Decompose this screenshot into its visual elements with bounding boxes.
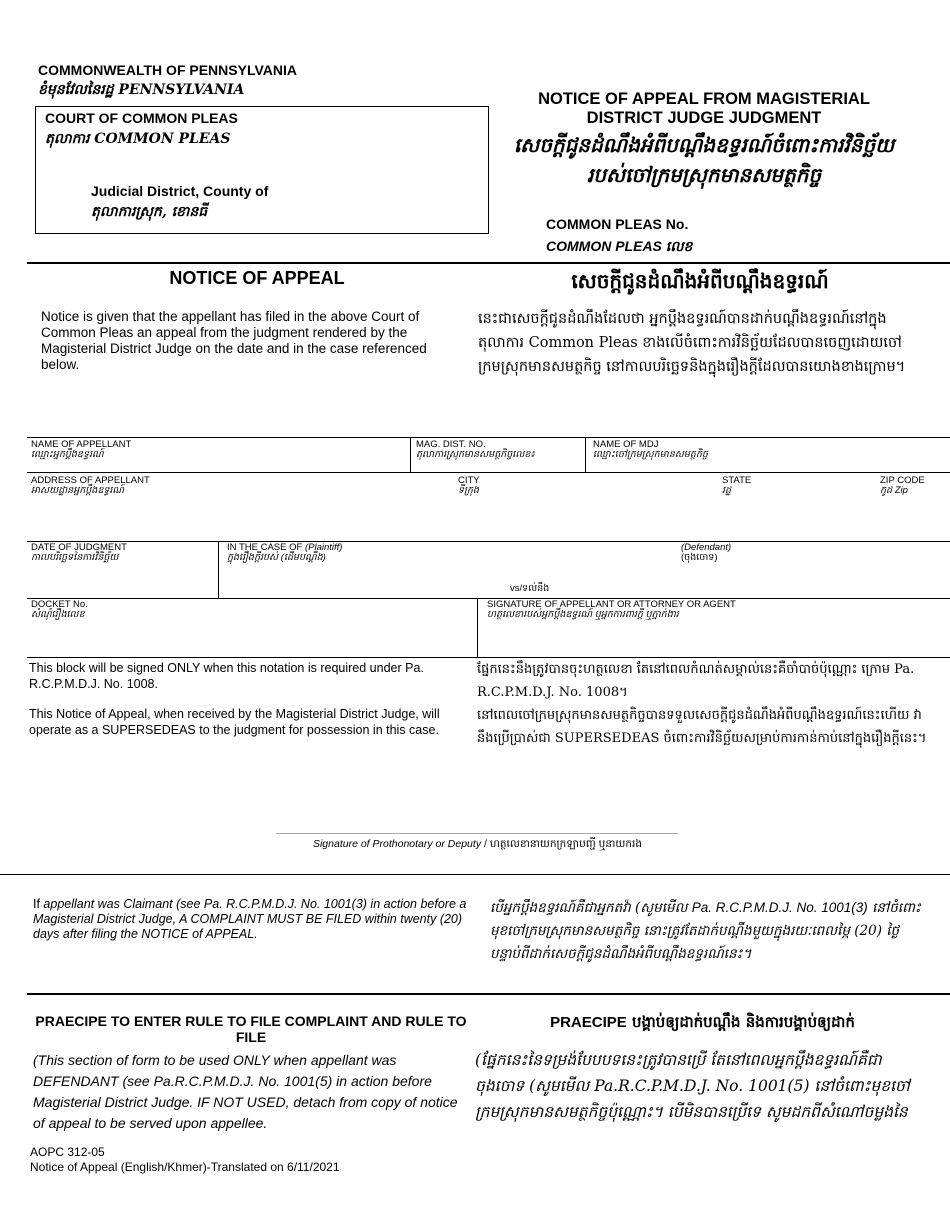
form-title bbox=[500, 90, 908, 128]
claimant-note-khmer-ref: Pa. R.C.P.M.D.J. No. 1001(3) bbox=[691, 900, 868, 915]
divider bbox=[218, 541, 219, 598]
claimant-note-prefix: If bbox=[33, 897, 44, 911]
defendant-field[interactable] bbox=[681, 543, 731, 563]
claimant-note-text: appellant was Claimant (see Pa. R.C.P.M.D.J. No. 1001(3) in action before a Magisterial District Judge, A COMPLAINT MUST BE FILED within twenty (20) days after filing the NOTICE of APPEAL. bbox=[33, 897, 467, 941]
city-label: CITY bbox=[458, 475, 480, 486]
signature-label: SIGNATURE OF APPELLANT OR ATTORNEY OR AGENT bbox=[487, 599, 736, 610]
name-of-appellant-label: NAME OF APPELLANT bbox=[31, 439, 132, 450]
address-of-appellant-field[interactable] bbox=[31, 476, 150, 496]
claimant-note bbox=[33, 897, 473, 942]
in-the-case-of-field[interactable] bbox=[227, 543, 342, 563]
form-title-khmer-line2: របស់ចៅក្រមស្រុកមានសមត្ថកិច្ច bbox=[586, 163, 822, 187]
state-label: STATE bbox=[722, 475, 752, 486]
commonwealth-title-khmer: ខំមុនវែលនៃរដ្ឋ PENNSYLVANIA bbox=[38, 82, 245, 98]
notice-body: Notice is given that the appellant has filed in the above Court of Common Pleas an appeal from the judgment rendered by the Magisterial District Judge on the date and in the case referenced below. bbox=[41, 309, 427, 372]
divider bbox=[27, 262, 950, 264]
divider bbox=[27, 993, 950, 995]
versus-label: vs/ទល់នឹង bbox=[510, 583, 550, 594]
supersedeas-note: This Notice of Appeal, when received by the Magisterial District Judge, will operate as a SUPERSEDEAS to the judgment for possession in this case. bbox=[29, 707, 440, 737]
city-label-khmer: ទីក្រុង bbox=[458, 485, 479, 496]
address-label-khmer: អាសយដ្ឋានអ្នកប្ដឹងឧទ្ធរណ៍ bbox=[31, 485, 125, 496]
praecipe-heading-khmer-text: បង្គាប់ឲ្យដាក់បណ្ដឹង និងការបង្គាប់ឲ្យដាក់ bbox=[626, 1013, 855, 1031]
judicial-district-label: Judicial District, County of bbox=[91, 183, 269, 199]
form-title-khmer bbox=[500, 130, 908, 190]
form-title-khmer-line1: សេចក្ដីជូនដំណឹងអំពីបណ្ដឹងឧទ្ធរណ៍ចំពោះការវិនិច្ឆ័យ bbox=[513, 133, 895, 157]
zip-label-khmer: កូដ Zip bbox=[880, 485, 908, 496]
common-pleas-number-label: COMMON PLEAS No. bbox=[546, 216, 689, 232]
form-title-line1: NOTICE OF APPEAL FROM MAGISTERIAL bbox=[538, 90, 870, 108]
judicial-district-label-khmer: តុលាការស្រុក, ខោនធី bbox=[91, 204, 208, 220]
zip-label: ZIP CODE bbox=[880, 475, 925, 486]
docket-label-khmer: សំណុំរឿងលេខ bbox=[31, 609, 85, 620]
name-of-mdj-field[interactable] bbox=[593, 440, 708, 460]
defendant-label: (Defendant) bbox=[681, 542, 732, 553]
plaintiff-label: (Plaintiff) bbox=[304, 542, 343, 553]
notice-body-khmer: នេះជាសេចក្ដីជូនដំណឹងដែលថា អ្នកប្ដឹងឧទ្ធរណ៍បានដាក់បណ្ដឹងឧទ្ធរណ៍នៅក្នុងតុលាការ Common Pleas ខាងលើចំពោះការវិនិច្ឆ័យដែលបានចេញដោយចៅក្រមស្រុកមានសមត្ថកិច្ច នៅកាលបរិច្ឆេទនិងក្នុងរឿងក្ដីដែលបានយោងខាងក្រោម។ bbox=[478, 311, 906, 375]
translation-note: Notice of Appeal (English/Khmer)-Translated on 6/11/2021 bbox=[30, 1160, 340, 1174]
docket-label: DOCKET No. bbox=[31, 599, 88, 610]
zip-code-field[interactable] bbox=[880, 476, 925, 496]
claimant-note-khmer bbox=[490, 896, 930, 966]
date-of-judgment-label: DATE OF JUDGMENT bbox=[31, 542, 127, 553]
signed-only-note: This block will be signed ONLY when this notation is required under Pa. R.C.P.M.D.J. No. 1008. bbox=[29, 661, 424, 691]
name-of-mdj-label: NAME OF MDJ bbox=[593, 439, 659, 450]
mag-dist-no-field[interactable] bbox=[416, 440, 535, 460]
praecipe-heading: PRAECIPE TO ENTER RULE TO FILE COMPLAINT AND RULE TO FILE bbox=[35, 1013, 467, 1045]
divider bbox=[27, 541, 950, 542]
signature-label-khmer: ហត្ថលេខារបស់អ្នកប្ដឹងឧទ្ធរណ៍ ឬអ្នកការពារក្ដី ឬភ្នាក់ងារ bbox=[487, 609, 679, 620]
name-of-mdj-label-khmer: ឈ្មោះចៅក្រមស្រុកមានសមត្ថកិច្ច bbox=[593, 449, 708, 460]
address-label: ADDRESS OF APPELLANT bbox=[31, 475, 150, 486]
divider bbox=[27, 437, 950, 438]
case-of-label-khmer: ក្នុងរឿងក្ដីរបស់ (ដើមបណ្ដឹង) bbox=[227, 552, 326, 563]
defendant-label-khmer: (ចុងចោទ) bbox=[681, 552, 718, 563]
docket-no-field[interactable] bbox=[31, 600, 88, 620]
praecipe-heading-khmer bbox=[490, 1013, 915, 1035]
name-of-appellant-field[interactable] bbox=[31, 440, 131, 460]
claimant-note-khmer-a: បើអ្នកប្ដឹងឧទ្ធរណ៍គឺជាអ្នកតវ៉ា (សូមមើល bbox=[490, 900, 692, 916]
common-pleas-number-label-khmer: COMMON PLEAS លេខ bbox=[546, 238, 693, 254]
prothonotary-signature-caption: Signature of Prothonotary or Deputy / ហត្ថលេខានាយកក្រឡាបញ្ជី ឬនាយករង bbox=[312, 838, 643, 850]
divider bbox=[0, 874, 950, 875]
state-field[interactable] bbox=[722, 476, 751, 496]
form-title-line2: DISTRICT JUDGE JUDGMENT bbox=[586, 109, 822, 127]
prothonotary-label-khmer: ហត្ថលេខានាយកក្រឡាបញ្ជី ឬនាយករង bbox=[489, 838, 643, 850]
divider bbox=[585, 437, 586, 472]
prothonotary-label: Signature of Prothonotary or Deputy bbox=[312, 838, 482, 850]
mag-dist-no-label-khmer: តុលាការស្រុកមានសមត្ថកិច្ចលេខ៖ bbox=[416, 449, 535, 460]
divider bbox=[477, 598, 478, 657]
notice-heading: NOTICE OF APPEAL bbox=[169, 268, 345, 288]
court-box bbox=[35, 106, 489, 234]
signed-only-note-khmer: ផ្នែកនេះនឹងត្រូវបានចុះហត្ថលេខា តែនៅពេលកំណត់សម្គាល់នេះគឺចាំបាច់ប៉ុណ្ណោះ ក្រោម Pa. R.C.P.M.D.J. No. 1008។ bbox=[477, 662, 915, 700]
city-field[interactable] bbox=[458, 476, 480, 496]
form-number: AOPC 312-05 bbox=[30, 1145, 105, 1159]
case-of-label: IN THE CASE OF bbox=[227, 542, 303, 553]
claimant-note-khmer-b: នៅចំពោះមុខចៅក្រមស្រុកមានសមត្ថកិច្ច នោះត្រូវតែដាក់បណ្ដឹងមួយក្នុងរយៈពេលម្ភៃ (20) ថ្ងៃ បន្ទាប់ពីដាក់សេចក្ដីជូនដំណឹងអំពីបណ្ដឹងឧទ្ធរណ៍នេះ។ bbox=[490, 900, 921, 962]
notice-heading-khmer: សេចក្ដីជូនដំណឹងអំពីបណ្ដឹងឧទ្ធរណ៍ bbox=[571, 269, 829, 293]
commonwealth-title: COMMONWEALTH OF PENNSYLVANIA bbox=[38, 62, 297, 78]
praecipe-body: (This section of form to be used ONLY when appellant was DEFENDANT (see Pa.R.C.P.M.D.J. No. 1001(5) in action before Magisterial District Judge. IF NOT USED, detach from copy of notice of appeal to be served upon appellee. bbox=[33, 1052, 458, 1131]
praecipe-heading-khmer-prefix: PRAECIPE bbox=[550, 1014, 627, 1031]
divider bbox=[410, 437, 411, 472]
mag-dist-no-label: MAG. DIST. NO. bbox=[416, 439, 486, 450]
name-of-appellant-label-khmer: ឈ្មោះអ្នកប្ដឹងឧទ្ធរណ៍ bbox=[31, 449, 104, 460]
divider bbox=[27, 472, 950, 473]
prothonotary-signature-line[interactable] bbox=[276, 833, 678, 834]
court-name-khmer: តុលាការ COMMON PLEAS bbox=[45, 131, 231, 147]
date-of-judgment-label-khmer: កាលបរិច្ឆេទនៃការវិនិច្ឆ័យ bbox=[31, 552, 119, 563]
date-of-judgment-field[interactable] bbox=[31, 543, 127, 563]
state-label-khmer: រដ្ឋ bbox=[722, 485, 732, 496]
court-name: COURT OF COMMON PLEAS bbox=[45, 110, 238, 126]
praecipe-body-khmer: (ផ្នែកនេះនៃទម្រង់បែបបទនេះត្រូវបានប្រើ តែនៅពេលអ្នកប្ដឹងឧទ្ធរណ៍គឺជាចុងចោទ (សូមមើល Pa.R.C.P.M.D.J. No. 1001(5) នៅចំពោះមុខចៅក្រមស្រុកមានសមត្ថកិច្ចប៉ុណ្ណោះ។ បើមិនបានប្រើទេ សូមដកពីសំណៅចម្លងនៃ bbox=[475, 1051, 910, 1121]
appellant-signature-field[interactable] bbox=[487, 600, 736, 620]
supersedeas-note-khmer: នៅពេលចៅក្រមស្រុកមានសមត្ថកិច្ចបានទទួលសេចក្ដីជូនដំណឹងអំពីបណ្ដឹងឧទ្ធរណ៍នេះហើយ វានឹងប្រើប្រាស់ជា SUPERSEDEAS ចំពោះការវិនិច្ឆ័យសម្រាប់ការកាន់កាប់នៅក្នុងរឿងក្ដីនេះ។ bbox=[477, 708, 927, 746]
